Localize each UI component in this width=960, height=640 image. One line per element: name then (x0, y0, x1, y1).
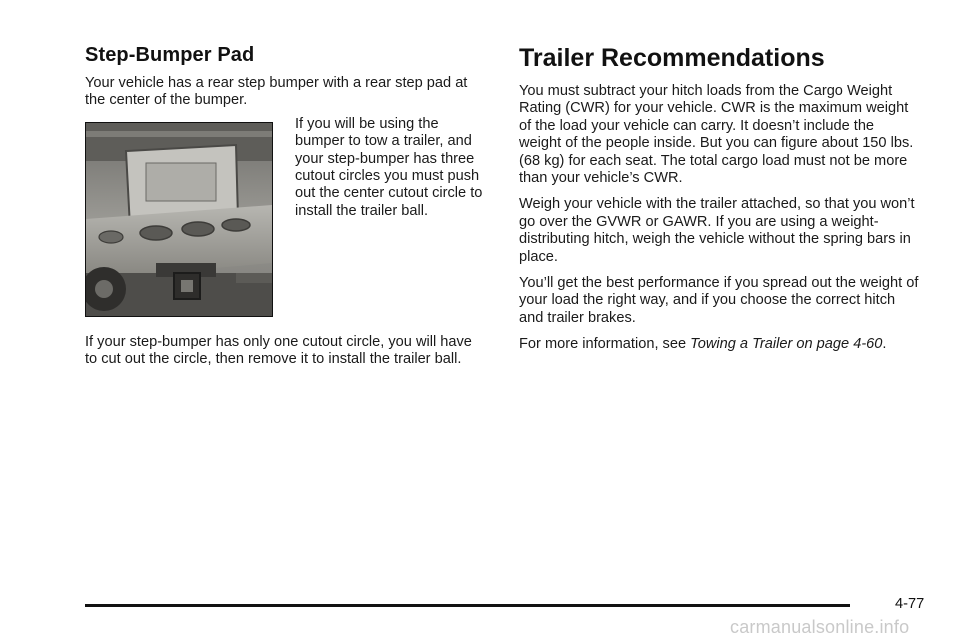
towing-a-trailer-link[interactable]: Towing a Trailer on page 4-60 (690, 336, 883, 353)
more-info-paragraph (519, 336, 919, 353)
section-title-trailer-recommendations: Trailer Recommendations (519, 44, 825, 72)
cwr-paragraph: You must subtract your hitch loads from the Cargo Weight Rating (CWR) for your vehicle. CWR is the maximum weight of the load your vehicle can carry. It doesn’t include the weight of the people inside. But you can figure about 150 lbs. (68 kg) for each seat. The total cargo load must not be more than your vehicle’s CWR. (519, 83, 914, 187)
more-info-suffix: . (882, 336, 887, 353)
watermark: carmanualsonline.info (730, 617, 910, 637)
figure-paragraph: If you will be using the bumper to tow a trailer, and your step-bumper has three cutout circles you must push out the center cutout circle to install the trailer ball. (295, 115, 483, 219)
figure-caption-text (295, 116, 490, 220)
section-title-step-bumper: Step-Bumper Pad (85, 44, 255, 66)
single-cutout-paragraph: If your step-bumper has only one cutout circle, you will have to cut out the circle, then remove it to install the trailer ball. (85, 333, 472, 368)
figure-row (85, 115, 485, 322)
page-number: 4-77 (895, 596, 925, 612)
step-bumper-intro: Your vehicle has a rear step bumper with a rear step pad at the center of the bumper. (85, 75, 468, 109)
left-column (85, 44, 485, 378)
footer-rule (85, 604, 850, 607)
right-column (519, 44, 919, 363)
step-bumper-illustration (86, 123, 272, 316)
weigh-vehicle-paragraph: Weigh your vehicle with the trailer attached, so that you won’t go over the GVWR or GAWR. If you are using a weight-distributing hitch, weigh the vehicle without the spring bars in place. (519, 196, 915, 265)
more-info-prefix: For more information, see (519, 336, 691, 353)
step-bumper-photo (85, 122, 273, 317)
performance-paragraph: You’ll get the best performance if you spread out the weight of your load the right way, and if you choose the correct hitch and trailer brakes. (519, 275, 919, 326)
